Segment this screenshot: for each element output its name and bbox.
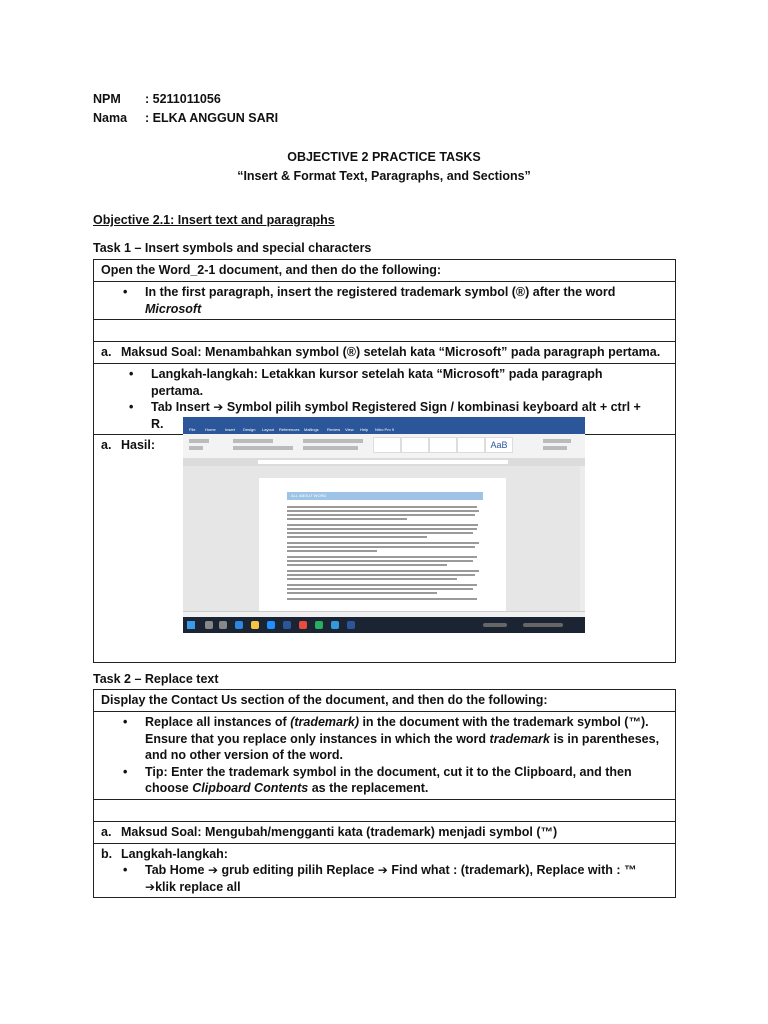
task1-heading: Task 1 – Insert symbols and special characters bbox=[93, 241, 372, 255]
word-screenshot-image bbox=[183, 417, 585, 633]
table-row bbox=[94, 690, 676, 712]
word-ribbon bbox=[183, 434, 585, 459]
arrow-right-icon: ➔ bbox=[145, 879, 156, 894]
empty-cell bbox=[94, 320, 676, 342]
windows-taskbar bbox=[183, 617, 585, 633]
word-vertical-scrollbar bbox=[580, 466, 585, 611]
table-row: b. Langkah-langkah: • Tab Home ➔ grub editing pilih Replace ➔ Find what : (trademark), Replace with : ™ ➔klik replace all bbox=[94, 843, 676, 898]
arrow-right-icon: ➔ bbox=[377, 863, 388, 877]
table-row: a. Maksud Soal: Mengubah/mengganti kata (trademark) menjadi symbol (™) bbox=[94, 821, 676, 843]
table-row bbox=[94, 282, 676, 320]
table-row: a. Maksud Soal: Menambahkan symbol (®) setelah kata “Microsoft” pada paragraph pertama. bbox=[94, 342, 676, 364]
task2-maksud: Maksud Soal: Mengubah/mengganti kata (trademark) menjadi symbol (™) bbox=[121, 824, 558, 839]
nama-value: : ELKA ANGGUN SARI bbox=[145, 111, 279, 125]
table-row bbox=[94, 799, 676, 821]
task1-instruction: Open the Word_2-1 document, and then do the following: bbox=[94, 260, 676, 282]
page-title: OBJECTIVE 2 PRACTICE TASKS bbox=[287, 150, 481, 164]
empty-cell bbox=[94, 799, 676, 821]
npm-row bbox=[93, 92, 221, 106]
task1-step-1: • Langkah-langkah: Letakkan kursor setelah kata “Microsoft” pada paragraph pertama. bbox=[101, 366, 655, 399]
table-row: a. Hasil: bbox=[94, 435, 676, 663]
task2-bullet-1: • Replace all instances of (trademark) in the document with the trademark symbol (™). Ensure that you replace only instances in which the word trademark is in parentheses, and no other version of the word. bbox=[101, 714, 667, 764]
table-row bbox=[94, 712, 676, 800]
task2-bullet-2: • Tip: Enter the trademark symbol in the document, cut it to the Clipboard, and then choose Clipboard Contents as the replacement. bbox=[101, 764, 667, 797]
word-ribbon-tabs: File Home Insert Design Layout References Mailings Review View Help Nitro Pro 9 bbox=[183, 426, 585, 434]
word-ruler bbox=[183, 458, 585, 466]
task1-maksud: Maksud Soal: Menambahkan symbol (®) setelah kata “Microsoft” pada paragraph pertama. bbox=[121, 345, 661, 359]
table-row bbox=[94, 320, 676, 342]
npm-label: NPM bbox=[93, 92, 121, 106]
word-document-page bbox=[259, 478, 506, 618]
task1-step-2: • Tab Insert ➔ Symbol pilih symbol Registered Sign / kombinasi keyboard alt + ctrl + R. bbox=[101, 399, 655, 432]
task2-table bbox=[93, 689, 676, 898]
task2-heading: Task 2 – Replace text bbox=[93, 672, 219, 686]
word-titlebar bbox=[183, 417, 585, 426]
task1-bullet: • In the first paragraph, insert the registered trademark symbol (®) after the word Microsoft bbox=[101, 284, 668, 317]
page-subtitle: “Insert & Format Text, Paragraphs, and Sections” bbox=[237, 169, 531, 183]
objective-heading: Objective 2.1: Insert text and paragraphs bbox=[93, 213, 335, 227]
windows-start-icon bbox=[187, 621, 195, 629]
doc-header-band: ALL ABOUT WORD bbox=[287, 492, 483, 500]
arrow-right-icon: ➔ bbox=[213, 400, 224, 414]
task2-langkah: Langkah-langkah: bbox=[121, 846, 228, 861]
task1-hasil: Hasil: bbox=[121, 438, 156, 452]
arrow-right-icon: ➔ bbox=[207, 863, 219, 877]
nama-row bbox=[93, 111, 278, 125]
table-row bbox=[94, 260, 676, 282]
task2-instruction: Display the Contact Us section of the document, and then do the following: bbox=[94, 690, 676, 712]
task2-step: • Tab Home ➔ grub editing pilih Replace ➔ Find what : (trademark), Replace with : ™ ➔klik replace all bbox=[101, 862, 655, 895]
word-document-area bbox=[183, 466, 585, 611]
npm-value: : 5211011056 bbox=[145, 92, 221, 106]
style-sample: AaB bbox=[485, 437, 513, 453]
nama-label: Nama bbox=[93, 111, 128, 125]
